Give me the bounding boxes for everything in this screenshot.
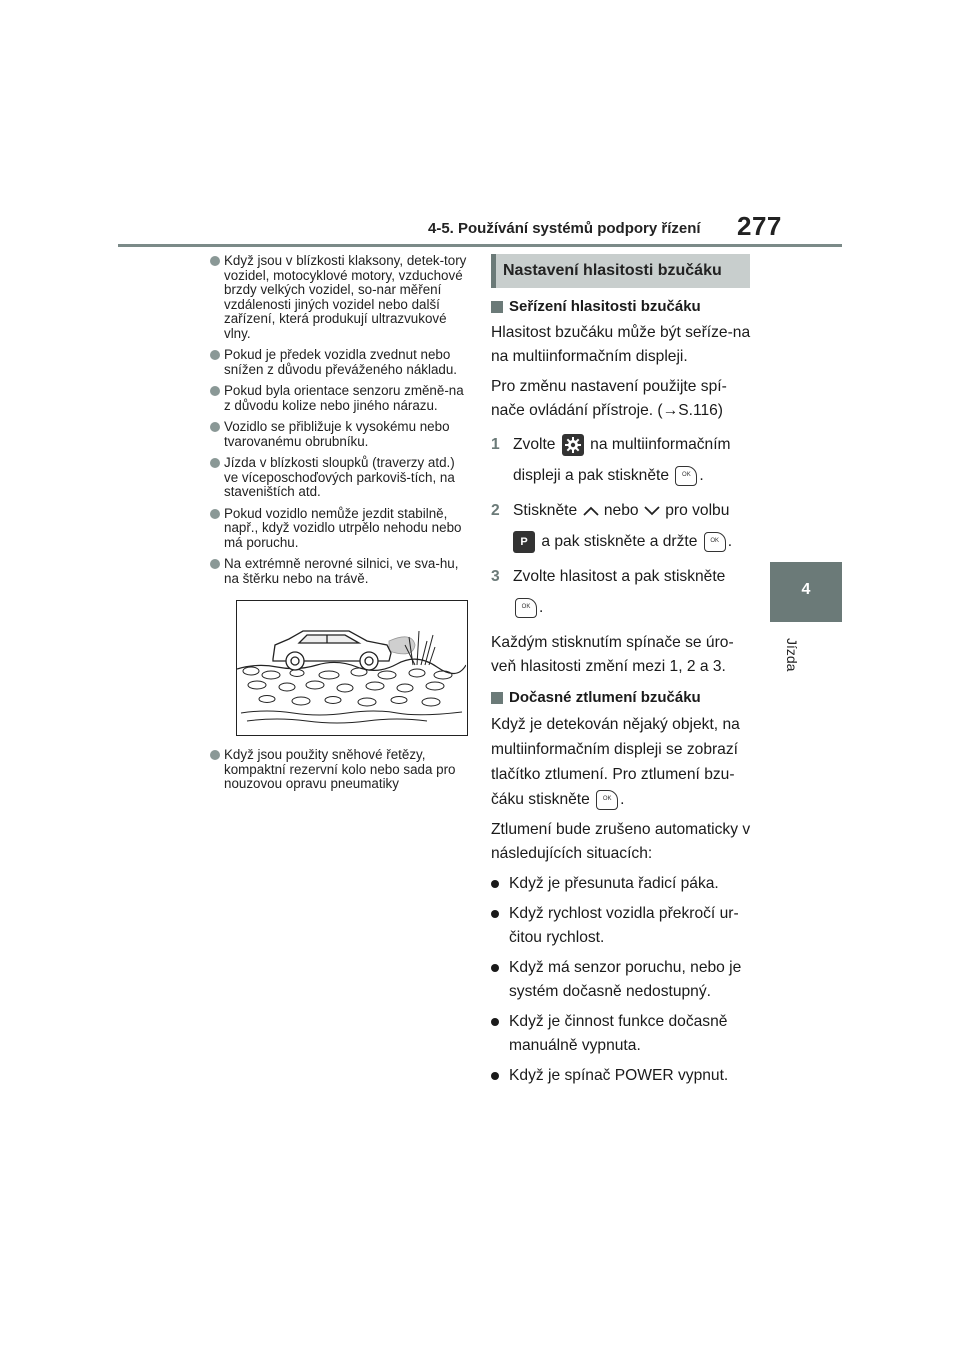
paragraph: Když je detekován nějaký objekt, na multiinformačním displeji se zobrazí tlačítko ztlumení. Pro ztlumení bzu- čáku stiskněte OK . [491, 716, 740, 808]
list-item: Pokud je předek vozidla zvednut nebo snížen z důvodu převáženého nákladu. [210, 348, 472, 377]
right-column [491, 254, 756, 1094]
square-bullet-icon [491, 301, 503, 313]
chapter-label [782, 638, 802, 688]
left-column [210, 254, 472, 799]
list-item: Vozidlo se přibližuje k vysokému nebo tvarovanému obrubníku. [210, 420, 472, 449]
header-divider [118, 244, 842, 247]
rough-terrain-illustration [236, 600, 468, 736]
list-item: Pokud vozidlo nemůže jezdit stabilně, např., když vozidlo utrpělo nehodu nebo má poruchu. [210, 507, 472, 551]
list-item: Když jsou v blízkosti klaksony, detek-tory vozidel, motocyklové motory, vzduchové brzdy velkých vozidel, so-nar měření vzdálenosti jiných vozidel nebo další zařízení, která produkují ultrazvukové vlny. [210, 254, 472, 341]
paragraph: Hlasitost bzučáku může být seříze-na na multiinformačním displeji. [491, 324, 751, 365]
bullet-icon [210, 750, 220, 760]
list-item: Když jsou použity sněhové řetězy, kompaktní rezervní kolo nebo sada pro nouzovou opravu pneumatiky [210, 748, 472, 792]
bullet-icon [491, 1018, 499, 1026]
step-1: 1 Zvolte na multiinformačním displeji a pak stiskněte OK . [491, 429, 756, 491]
subheading: Seřízení hlasitosti bzučáku [491, 298, 756, 315]
ok-button-icon: OK [596, 790, 618, 810]
list-item: Když je činnost funkce dočasně manuálně vypnuta. [491, 1010, 756, 1058]
ok-button-icon: OK [675, 466, 697, 486]
list-item: Když je spínač POWER vypnut. [491, 1064, 756, 1088]
ok-button-icon: OK [515, 598, 537, 618]
bullet-icon [491, 880, 499, 888]
bullet-icon [210, 256, 220, 266]
list-item: Když je přesunuta řadicí páka. [491, 872, 756, 896]
step-3: 3 Zvolte hlasitost a pak stiskněte OK . [491, 568, 726, 616]
step-2: 2 Stiskněte nebo pro volbu P a pak stiskněte a držte OK . [491, 495, 756, 557]
chapter-tab [770, 562, 842, 622]
bullet-icon [491, 910, 499, 918]
square-bullet-icon [491, 692, 503, 704]
bullet-icon [210, 422, 220, 432]
ok-button-icon: OK [704, 532, 726, 552]
bullet-icon [210, 386, 220, 396]
list-item: Když rychlost vozidla překročí ur-čitou rychlost. [491, 902, 756, 950]
chevron-up-icon [582, 505, 600, 517]
chapter-label-text: Jízda [784, 638, 800, 672]
bullet-icon [210, 559, 220, 569]
settings-gear-icon [562, 434, 584, 456]
list-item: Jízda v blízkosti sloupků (traverzy atd.) ve víceposchoďových parkoviš-tích, na staveništích atd. [210, 456, 472, 500]
chevron-down-icon [643, 505, 661, 517]
section-title: 4-5. Používání systémů podpory řízení [428, 220, 701, 237]
paragraph: Pro změnu nastavení použijte spí-nače ovládání přístroje. (→S.116) [491, 378, 727, 419]
list-item: Pokud byla orientace senzoru změně-na z důvodu kolize nebo jiného nárazu. [210, 384, 472, 413]
page-number: 277 [737, 211, 782, 241]
chapter-number: 4 [801, 581, 811, 598]
subheading: Dočasné ztlumení bzučáku [491, 689, 756, 706]
bullet-icon [210, 458, 220, 468]
paragraph: Každým stisknutím spínače se úro-veň hlasitosti změní mezi 1, 2 a 3. [491, 634, 734, 675]
list-item: Když má senzor poruchu, nebo je systém dočasně nedostupný. [491, 956, 756, 1004]
list-item: Na extrémně nerovné silnici, ve sva-hu, na štěrku nebo na trávě. [210, 557, 472, 586]
bullet-icon [491, 1072, 499, 1080]
section-heading: Nastavení hlasitosti bzučáku [491, 254, 750, 288]
paragraph: Ztlumení bude zrušeno automaticky v následujících situacích: [491, 821, 751, 862]
car-on-terrain-icon [237, 601, 466, 734]
bullet-icon [491, 964, 499, 972]
bullet-icon [210, 350, 220, 360]
parking-sensor-icon: P [513, 531, 535, 553]
bullet-icon [210, 509, 220, 519]
